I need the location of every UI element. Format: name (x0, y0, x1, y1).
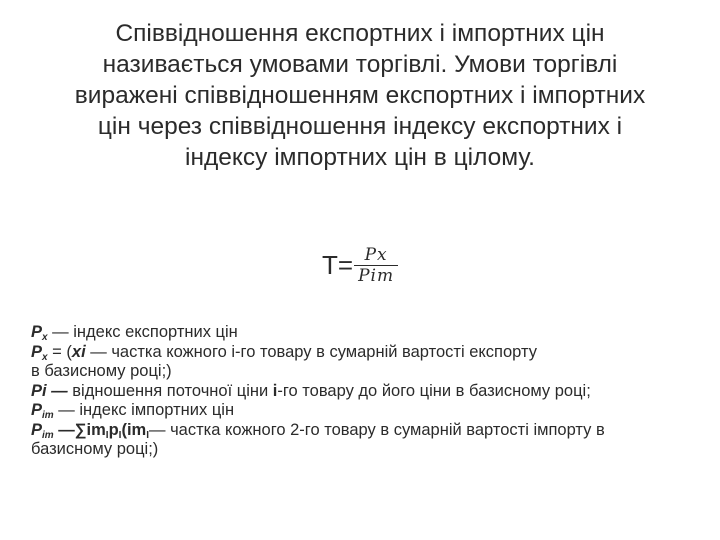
symbol: хі (71, 342, 86, 361)
heading-line: виражені співвідношенням експортних і імпортних (74, 82, 646, 109)
definition-px-formula (31, 343, 701, 363)
definition-continuation: в базисному році;) (31, 362, 172, 380)
symbol: P (31, 342, 43, 361)
symbol-subscript: I (105, 429, 109, 441)
symbol: p (108, 420, 119, 439)
symbol-subscript: im (42, 429, 54, 441)
symbol-subscript: x (42, 332, 48, 343)
heading-line: індексу імпортних цін в цілому. (185, 144, 535, 171)
definition-text: — частка кожного 2-го товару в сумарній вартості імпорту в (148, 420, 605, 439)
symbol-subscript: im (42, 410, 54, 421)
symbol: P (31, 323, 43, 341)
definition-pi (31, 382, 701, 402)
symbol: і (272, 381, 278, 400)
definition-text: — індекс експортних цін (47, 323, 238, 341)
definition-text: -го товару до його ціни в базисному році; (277, 381, 591, 400)
definition-text: — індекс імпортних цін (53, 401, 235, 419)
terms-of-trade-formula (322, 240, 398, 290)
symbol-subscript: x (42, 351, 48, 363)
definition-px-index (31, 323, 701, 343)
symbol: —∑im (53, 420, 106, 439)
symbol: P (31, 420, 43, 439)
definition-pim-index (31, 401, 701, 421)
formula-denominator: Pim (358, 265, 395, 286)
definition-text: — частка кожного і-го товару в сумарній вартості експорту (85, 342, 537, 361)
symbol: Pi — (31, 381, 68, 400)
heading-line: цін через співвідношення індексу експортних і (97, 113, 623, 140)
symbol-subscript: I (146, 429, 149, 441)
definition-text: = ( (47, 342, 72, 361)
symbol: P (31, 401, 43, 419)
symbol-subscript: I (118, 429, 122, 441)
definitions-list (31, 323, 701, 460)
slide-heading (40, 18, 680, 173)
definition-pim-formula (31, 421, 701, 441)
symbol: (im (121, 420, 147, 439)
definition-text: відношення поточної ціни (67, 381, 273, 400)
heading-line: Співвідношення експортних і імпортних цін (115, 20, 605, 47)
formula-lhs: T= (322, 249, 354, 280)
heading-line: називається умовами торгівлі. Умови торгівлі (102, 51, 618, 78)
formula-numerator: Px (364, 244, 388, 265)
formula-fraction (354, 245, 398, 286)
definition-continuation: базисному році;) (31, 440, 159, 458)
